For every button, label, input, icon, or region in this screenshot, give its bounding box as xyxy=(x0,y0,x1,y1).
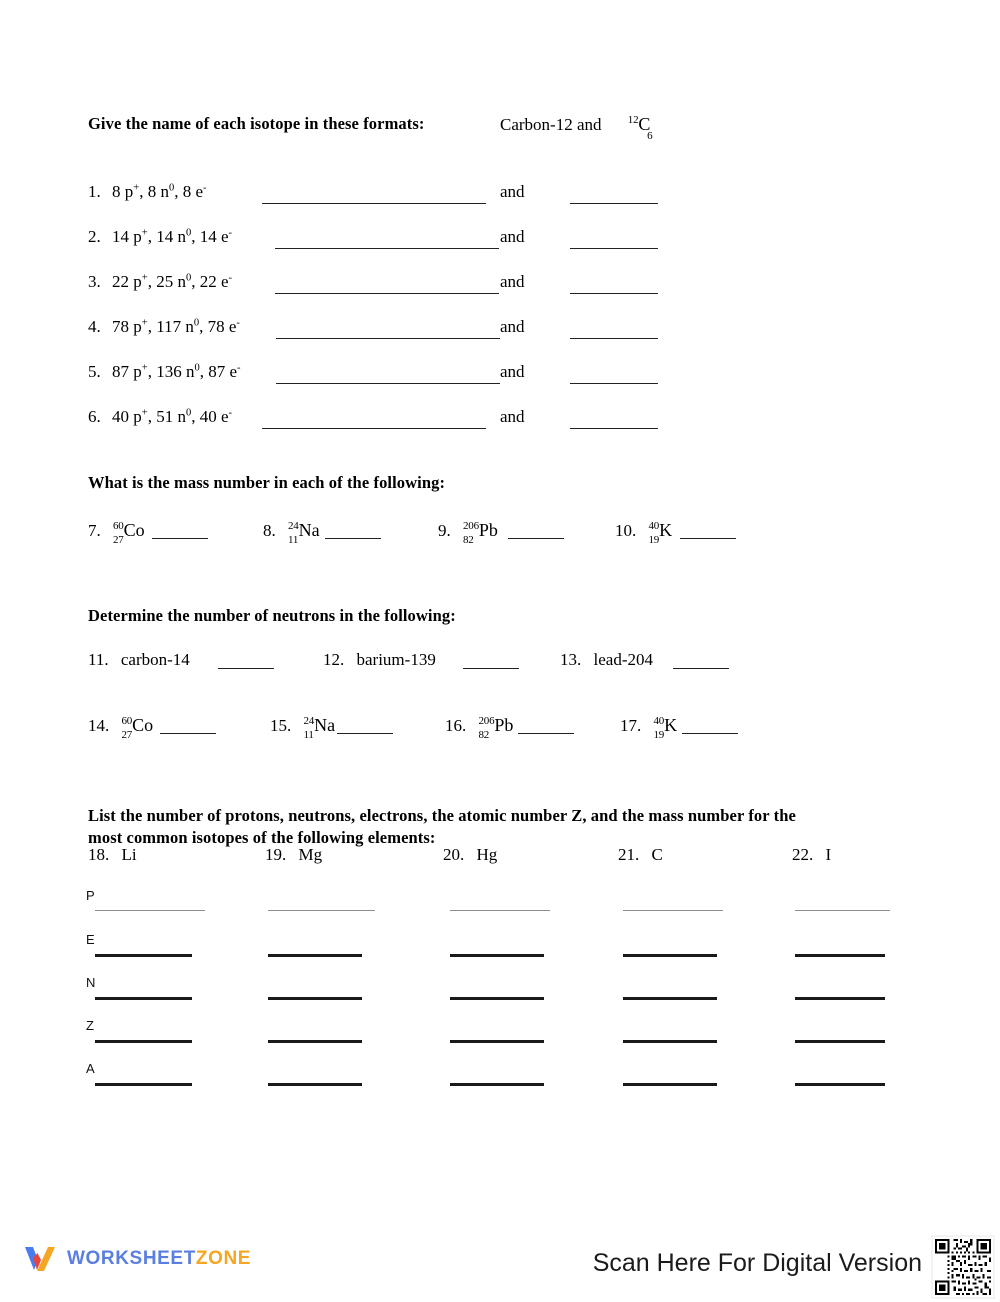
table-blank-a-2[interactable] xyxy=(268,1083,362,1086)
answer-blank-12[interactable] xyxy=(463,668,519,669)
question-label-13: lead-204 xyxy=(593,650,653,669)
table-blank-p-4[interactable] xyxy=(623,910,723,911)
element-symbol-22: I xyxy=(825,845,832,864)
nuclide-atomic-number: 6 xyxy=(647,130,653,142)
nuclide-symbol: Co xyxy=(123,520,145,540)
table-blank-p-2[interactable] xyxy=(268,910,375,911)
question-number-9: 9. xyxy=(438,521,451,540)
question-row-10 xyxy=(615,520,673,546)
nuclide-symbol: K xyxy=(659,520,673,540)
question-number-11: 11. xyxy=(88,650,109,669)
table-blank-p-5[interactable] xyxy=(795,910,890,911)
nuclide-atomic-number: 82 xyxy=(478,729,490,741)
question-number-2: 2. xyxy=(88,227,101,246)
nuclide-16 xyxy=(478,715,514,741)
answer-blank-13[interactable] xyxy=(673,668,729,669)
answer-blank-14[interactable] xyxy=(160,733,216,734)
nuclide-symbol: Na xyxy=(298,520,320,540)
answer-blank-3b[interactable] xyxy=(570,293,658,294)
answer-blank-10[interactable] xyxy=(680,538,736,539)
question-text-3: 22 p+, 25 $n^0$, 22 e- xyxy=(112,272,233,291)
question-number-12: 12. xyxy=(323,650,345,669)
nuclide-mass-number: 206 xyxy=(478,715,495,727)
nuclide-17 xyxy=(653,715,678,741)
conjunction-6: and xyxy=(500,407,525,426)
question-number-17: 17. xyxy=(620,716,642,735)
table-blank-z-4[interactable] xyxy=(623,1040,717,1043)
nuclide-10 xyxy=(648,520,673,546)
scan-prompt-text: Scan Here For Digital Version xyxy=(592,1249,922,1277)
conjunction-4: and xyxy=(500,317,525,336)
nuclide-15 xyxy=(303,715,336,741)
nuclide-9 xyxy=(463,520,498,546)
element-column-header-22 xyxy=(792,845,831,865)
question-text-5: 87 p+, 136 $n^0$, 87 e- xyxy=(112,362,241,381)
table-blank-e-1[interactable] xyxy=(95,954,192,957)
page-title: Give the name of each isotope in these formats: xyxy=(88,114,425,133)
answer-blank-6b[interactable] xyxy=(570,428,658,429)
element-column-header-19 xyxy=(265,845,322,865)
worksheet-zone-logo[interactable] xyxy=(22,1244,251,1274)
page-footer xyxy=(0,1240,1000,1294)
answer-blank-17[interactable] xyxy=(682,733,738,734)
question-text-6: 40 p+, 51 $n^0$, 40 e- xyxy=(112,407,233,426)
answer-blank-1a[interactable] xyxy=(262,203,486,204)
table-blank-n-3[interactable] xyxy=(450,997,544,1000)
table-blank-n-5[interactable] xyxy=(795,997,885,1000)
table-blank-p-1[interactable] xyxy=(95,910,205,911)
answer-blank-8[interactable] xyxy=(325,538,381,539)
question-number-4: 4. xyxy=(88,317,101,336)
question-number-8: 8. xyxy=(263,521,276,540)
table-blank-p-3[interactable] xyxy=(450,910,550,911)
question-row-11 xyxy=(88,650,190,670)
nuclide-atomic-number: 19 xyxy=(648,534,660,546)
question-text-4: 78 p+, 117 $n^0$, 78 e- xyxy=(112,317,240,336)
nuclide-7 xyxy=(113,520,145,546)
question-number-21: 21. xyxy=(618,845,640,864)
answer-blank-6a[interactable] xyxy=(262,428,486,429)
question-number-6: 6. xyxy=(88,407,101,426)
question-row-7 xyxy=(88,520,145,546)
question-row-14 xyxy=(88,715,154,741)
question-number-14: 14. xyxy=(88,716,110,735)
nuclide-mass-number: 40 xyxy=(653,715,665,727)
question-text-2: 14 p+, 14 $n^0$, 14 e- xyxy=(112,227,233,246)
nuclide-mass-number: 24 xyxy=(288,520,299,532)
conjunction-1: and xyxy=(500,182,525,201)
logo-text xyxy=(67,1248,251,1270)
question-number-7: 7. xyxy=(88,521,101,540)
question-row-5 xyxy=(88,362,241,382)
element-symbol-20: Hg xyxy=(476,845,498,864)
element-column-header-21 xyxy=(618,845,663,865)
nuclide-symbol: Pb xyxy=(478,520,498,540)
nuclide-atomic-number: 11 xyxy=(303,729,314,741)
question-number-22: 22. xyxy=(792,845,814,864)
question-number-10: 10. xyxy=(615,521,637,540)
table-blank-z-3[interactable] xyxy=(450,1040,544,1043)
nuclide-mass-number: 206 xyxy=(463,520,479,532)
answer-blank-5b[interactable] xyxy=(570,383,658,384)
question-row-4 xyxy=(88,317,240,337)
element-symbol-18: Li xyxy=(121,845,137,864)
question-label-12: barium-139 xyxy=(356,650,436,669)
table-blank-a-5[interactable] xyxy=(795,1083,885,1086)
table-blank-a-4[interactable] xyxy=(623,1083,717,1086)
nuclide-mass-number: 60 xyxy=(113,520,124,532)
question-number-13: 13. xyxy=(560,650,582,669)
answer-blank-7[interactable] xyxy=(152,538,208,539)
table-blank-n-1[interactable] xyxy=(95,997,192,1000)
table-blank-n-4[interactable] xyxy=(623,997,717,1000)
table-row-label-n: N xyxy=(86,975,96,990)
answer-blank-2a[interactable] xyxy=(275,248,499,249)
table-blank-z-2[interactable] xyxy=(268,1040,362,1043)
question-row-8 xyxy=(263,520,320,546)
table-row-label-z: Z xyxy=(86,1018,94,1033)
answer-blank-9[interactable] xyxy=(508,538,564,539)
question-row-17 xyxy=(620,715,678,741)
table-blank-e-2[interactable] xyxy=(268,954,362,957)
conjunction-2: and xyxy=(500,227,525,246)
table-blank-a-3[interactable] xyxy=(450,1083,544,1086)
element-symbol-19: Mg xyxy=(298,845,323,864)
element-table-heading-line-2: most common isotopes of the following elements: xyxy=(88,827,436,847)
answer-blank-1b[interactable] xyxy=(570,203,658,204)
question-row-2 xyxy=(88,227,232,247)
question-number-3: 3. xyxy=(88,272,101,291)
table-row-label-e: E xyxy=(86,932,95,947)
table-blank-e-4[interactable] xyxy=(623,954,717,957)
answer-blank-5a[interactable] xyxy=(276,383,500,384)
nuclide-8 xyxy=(288,520,320,546)
answer-blank-2b[interactable] xyxy=(570,248,658,249)
logo-w-icon xyxy=(22,1244,58,1274)
header-example-formats xyxy=(500,114,653,142)
element-column-header-20 xyxy=(443,845,497,865)
question-row-16 xyxy=(445,715,514,741)
question-row-12 xyxy=(323,650,436,670)
nuclide-symbol: C xyxy=(638,114,651,134)
question-number-18: 18. xyxy=(88,845,110,864)
nuclide-symbol: K xyxy=(664,715,678,735)
table-row-label-a: A xyxy=(86,1061,95,1076)
table-blank-a-1[interactable] xyxy=(95,1083,192,1086)
nuclide-atomic-number: 19 xyxy=(653,729,665,741)
answer-blank-3a[interactable] xyxy=(275,293,499,294)
nuclide-mass-number: 60 xyxy=(121,715,133,727)
table-blank-n-2[interactable] xyxy=(268,997,362,1000)
nuclide-mass-number: 40 xyxy=(648,520,660,532)
question-text-1: 8 p+, 8 $n^0$, 8 e- xyxy=(112,182,207,201)
question-number-16: 16. xyxy=(445,716,467,735)
table-blank-e-3[interactable] xyxy=(450,954,544,957)
header-example-nuclide xyxy=(627,114,653,142)
logo-text-secondary: ZONE xyxy=(195,1248,252,1269)
qr-code[interactable] xyxy=(931,1235,995,1299)
question-number-15: 15. xyxy=(270,716,292,735)
nuclide-symbol: Co xyxy=(132,715,154,735)
element-table-heading-line-1: List the number of protons, neutrons, electrons, the atomic number Z, and the mass number for the xyxy=(88,806,796,825)
answer-blank-16[interactable] xyxy=(518,733,574,734)
section-heading-element-table xyxy=(88,805,888,849)
question-number-5: 5. xyxy=(88,362,101,381)
answer-blank-15[interactable] xyxy=(337,733,393,734)
header-example-name: Carbon-12 and xyxy=(500,115,602,134)
nuclide-atomic-number: 27 xyxy=(113,534,124,546)
nuclide-atomic-number: 11 xyxy=(288,534,299,546)
conjunction-3: and xyxy=(500,272,525,291)
question-number-1: 1. xyxy=(88,182,101,201)
answer-blank-4a[interactable] xyxy=(276,338,500,339)
table-blank-z-5[interactable] xyxy=(795,1040,885,1043)
element-symbol-21: C xyxy=(651,845,663,864)
section-heading-neutrons: Determine the number of neutrons in the following: xyxy=(88,606,456,625)
nuclide-symbol: Pb xyxy=(494,715,514,735)
nuclide-atomic-number: 82 xyxy=(463,534,474,546)
question-row-9 xyxy=(438,520,498,546)
nuclide-atomic-number: 27 xyxy=(121,729,133,741)
answer-blank-11[interactable] xyxy=(218,668,274,669)
nuclide-mass-number: 12 xyxy=(627,114,639,126)
question-row-1 xyxy=(88,182,207,202)
question-row-6 xyxy=(88,407,232,427)
question-label-11: carbon-14 xyxy=(120,650,190,669)
table-blank-e-5[interactable] xyxy=(795,954,885,957)
nuclide-symbol: Na xyxy=(314,715,336,735)
element-column-header-18 xyxy=(88,845,137,865)
question-number-19: 19. xyxy=(265,845,287,864)
question-number-20: 20. xyxy=(443,845,465,864)
question-row-13 xyxy=(560,650,653,670)
nuclide-mass-number: 24 xyxy=(303,715,315,727)
section-heading-mass-number: What is the mass number in each of the following: xyxy=(88,473,446,492)
table-blank-z-1[interactable] xyxy=(95,1040,192,1043)
qr-code-image xyxy=(933,1237,993,1297)
conjunction-5: and xyxy=(500,362,525,381)
nuclide-14 xyxy=(121,715,154,741)
answer-blank-4b[interactable] xyxy=(570,338,658,339)
question-row-15 xyxy=(270,715,336,741)
question-row-3 xyxy=(88,272,232,292)
table-row-label-p: P xyxy=(86,888,95,903)
logo-text-primary: WORKSHEET xyxy=(67,1248,196,1269)
